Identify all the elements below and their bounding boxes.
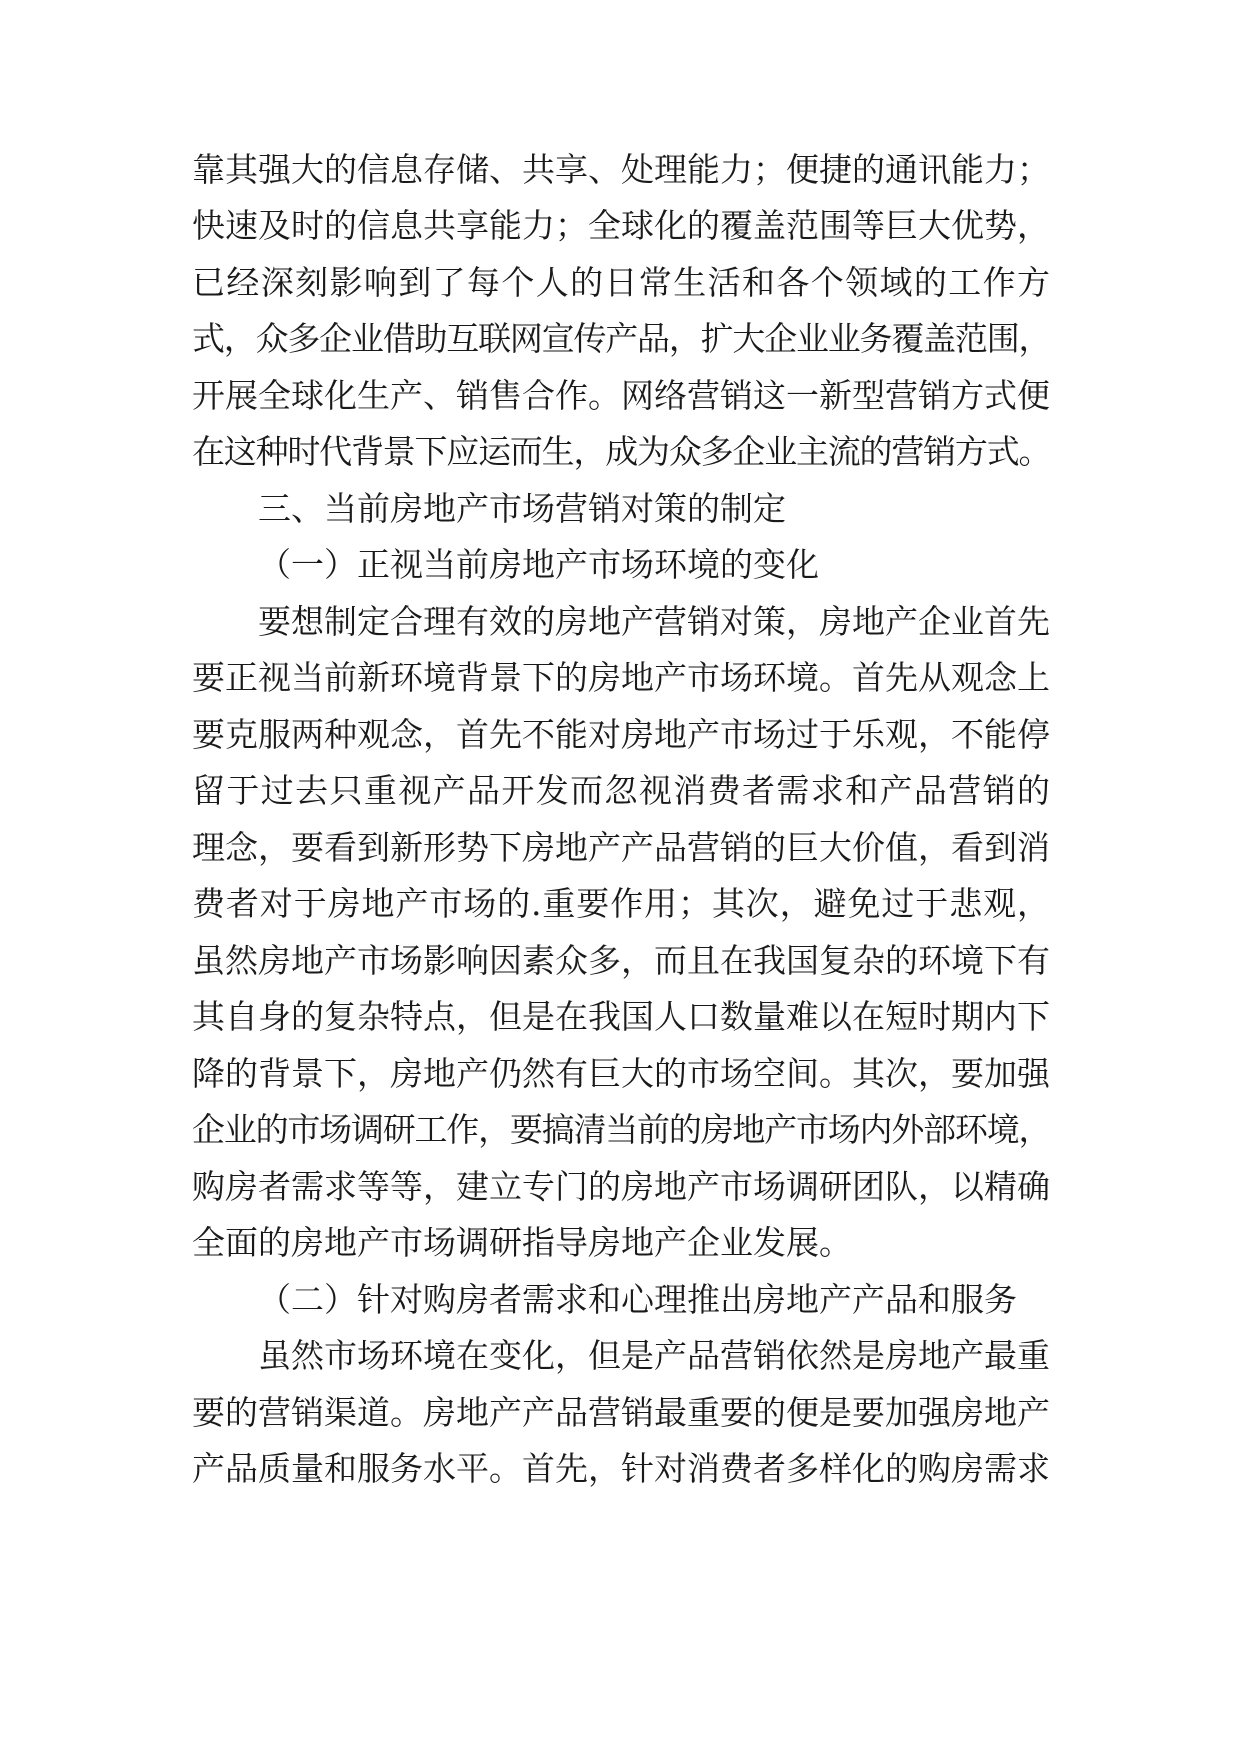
paragraph-line: 要正视当前新环境背景下的房地产市场环境。首先从观念上: [192, 658, 1050, 697]
paragraph-line: 虽然房地产市场影响因素众多，而且在我国复杂的环境下有: [192, 941, 1050, 980]
paragraph-line: 全面的房地产市场调研指导房地产企业发展。: [192, 1223, 852, 1262]
section-heading: 三、当前房地产市场营销对策的制定: [258, 489, 786, 528]
paragraph-line: 虽然市场环境在变化，但是产品营销依然是房地产最重: [258, 1336, 1050, 1375]
paragraph-line: 已经深刻影响到了每个人的日常生活和各个领域的工作方: [192, 263, 1050, 302]
paragraph-line: 企业的市场调研工作，要搞清当前的房地产市场内外部环境，: [192, 1110, 1050, 1149]
paragraph-line: 式，众多企业借助互联网宣传产品，扩大企业业务覆盖范围，: [192, 319, 1050, 358]
paragraph-line: 要想制定合理有效的房地产营销对策，房地产企业首先: [258, 602, 1050, 641]
paragraph-line: 在这种时代背景下应运而生，成为众多企业主流的营销方式。: [192, 432, 1050, 471]
subsection-heading: （一）正视当前房地产市场环境的变化: [258, 545, 819, 584]
paragraph-line: 其自身的复杂特点，但是在我国人口数量难以在短时期内下: [192, 997, 1050, 1036]
paragraph-line: 留于过去只重视产品开发而忽视消费者需求和产品营销的: [192, 771, 1050, 810]
subsection-heading: （二）针对购房者需求和心理推出房地产产品和服务: [258, 1280, 1017, 1319]
paragraph-line: 要的营销渠道。房地产产品营销最重要的便是要加强房地产: [192, 1393, 1050, 1432]
paragraph-line: 产品质量和服务水平。首先，针对消费者多样化的购房需求: [192, 1449, 1050, 1488]
paragraph-line: 开展全球化生产、销售合作。网络营销这一新型营销方式便: [192, 376, 1050, 415]
paragraph-line: 降的背景下，房地产仍然有巨大的市场空间。其次，要加强: [192, 1054, 1050, 1093]
paragraph-line: 靠其强大的信息存储、共享、处理能力；便捷的通讯能力；: [192, 150, 1050, 189]
paragraph-line: 购房者需求等等，建立专门的房地产市场调研团队，以精确: [192, 1167, 1050, 1206]
paragraph-line: 理念，要看到新形势下房地产产品营销的巨大价值，看到消: [192, 828, 1050, 867]
paragraph-line: 费者对于房地产市场的.重要作用；其次，避免过于悲观，: [192, 884, 1050, 923]
paragraph-line: 要克服两种观念，首先不能对房地产市场过于乐观，不能停: [192, 715, 1050, 754]
paragraph-line: 快速及时的信息共享能力；全球化的覆盖范围等巨大优势，: [192, 206, 1050, 245]
